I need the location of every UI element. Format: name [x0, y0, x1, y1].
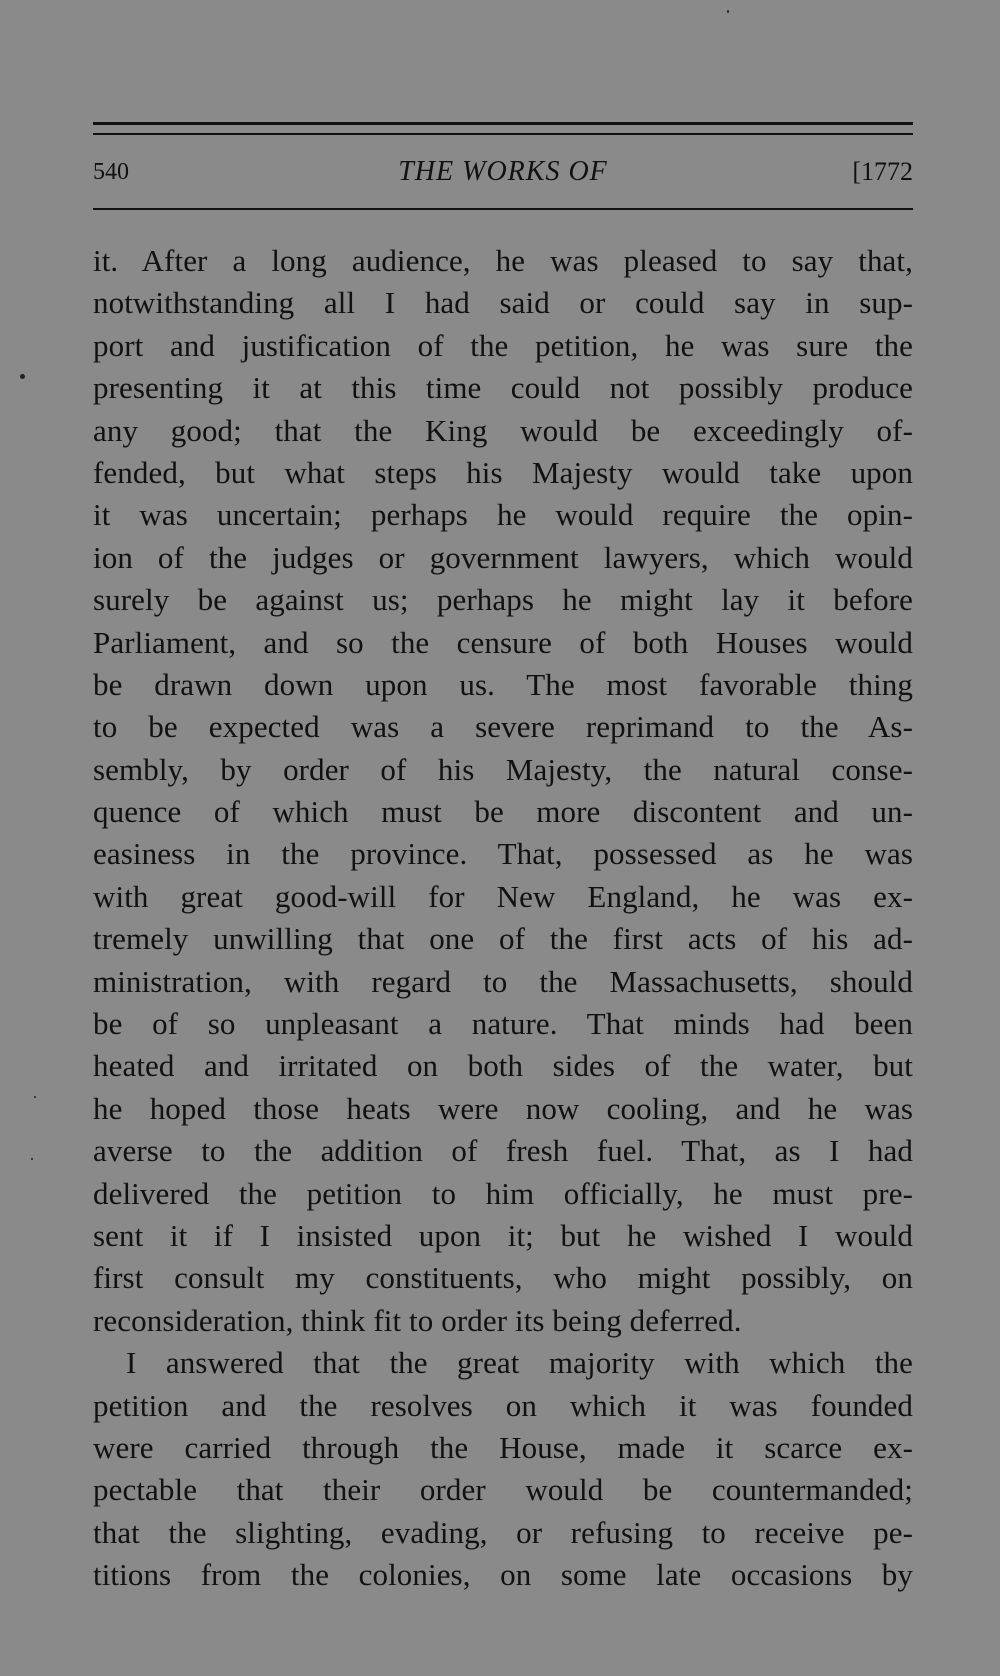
text-line: to be expected was a severe reprimand to the As- [93, 709, 913, 745]
header-double-rule-top [93, 122, 913, 125]
body-text [93, 240, 913, 1597]
text-line: fended, but what steps his Majesty would take upon [93, 454, 913, 490]
text-line: presenting it at this time could not possibly produce [93, 370, 913, 406]
text-line: first consult my constituents, who might possibly, on [93, 1260, 913, 1296]
book-page [93, 0, 913, 1676]
text-line: petition and the resolves on which it was founded [93, 1387, 913, 1423]
text-line: port and justification of the petition, he was sure the [93, 327, 913, 363]
text-line: ion of the judges or government lawyers, which would [93, 539, 913, 575]
text-line: sent it if I insisted upon it; but he wished I would [93, 1217, 913, 1253]
text-line: any good; that the King would be exceedingly of- [93, 412, 913, 448]
text-line: delivered the petition to him officially, he must pre- [93, 1175, 913, 1211]
text-line: with great good-will for New England, he was ex- [93, 878, 913, 914]
text-line: that the slighting, evading, or refusing to receive pe- [93, 1514, 913, 1550]
scan-speck [727, 10, 729, 13]
text-line: quence of which must be more discontent and un- [93, 794, 913, 830]
text-line: averse to the addition of fresh fuel. That, as I had [93, 1133, 913, 1169]
text-line: heated and irritated on both sides of the water, but [93, 1048, 913, 1084]
running-year: [1772 [852, 157, 913, 186]
text-line: be drawn down upon us. The most favorable thing [93, 666, 913, 702]
text-line: pectable that their order would be countermanded; [93, 1472, 913, 1508]
text-line: were carried through the House, made it scarce ex- [93, 1429, 913, 1465]
page-number: 540 [93, 159, 129, 185]
scan-speck [34, 1096, 36, 1098]
running-title: THE WORKS OF [398, 156, 608, 187]
text-line: he hoped those heats were now cooling, and he was [93, 1090, 913, 1126]
text-line: it was uncertain; perhaps he would require the opin- [93, 497, 913, 533]
text-line: titions from the colonies, on some late occasions by [93, 1557, 913, 1593]
header-double-rule-bottom [93, 133, 913, 135]
text-line: tremely unwilling that one of the first acts of his ad- [93, 921, 913, 957]
scan-speck [31, 1158, 33, 1160]
text-line: surely be against us; perhaps he might lay it before [93, 582, 913, 618]
text-line: be of so unpleasant a nature. That minds had been [93, 1006, 913, 1042]
text-line: sembly, by order of his Majesty, the natural conse- [93, 751, 913, 787]
paragraph-end-line: reconsideration, think fit to order its being deferred. [93, 1302, 742, 1338]
text-line: easiness in the province. That, possessed as he was [93, 836, 913, 872]
scan-speck [20, 374, 25, 379]
header-underline-rule [93, 208, 913, 210]
text-line: it. After a long audience, he was pleased to say that, [93, 243, 913, 278]
paragraph-start-line: I answered that the great majority with which the [126, 1345, 913, 1381]
text-line: Parliament, and so the censure of both Houses would [93, 624, 913, 660]
running-head [93, 152, 913, 192]
text-line: ministration, with regard to the Massachusetts, should [93, 963, 913, 999]
text-line: notwithstanding all I had said or could say in sup- [93, 285, 913, 321]
